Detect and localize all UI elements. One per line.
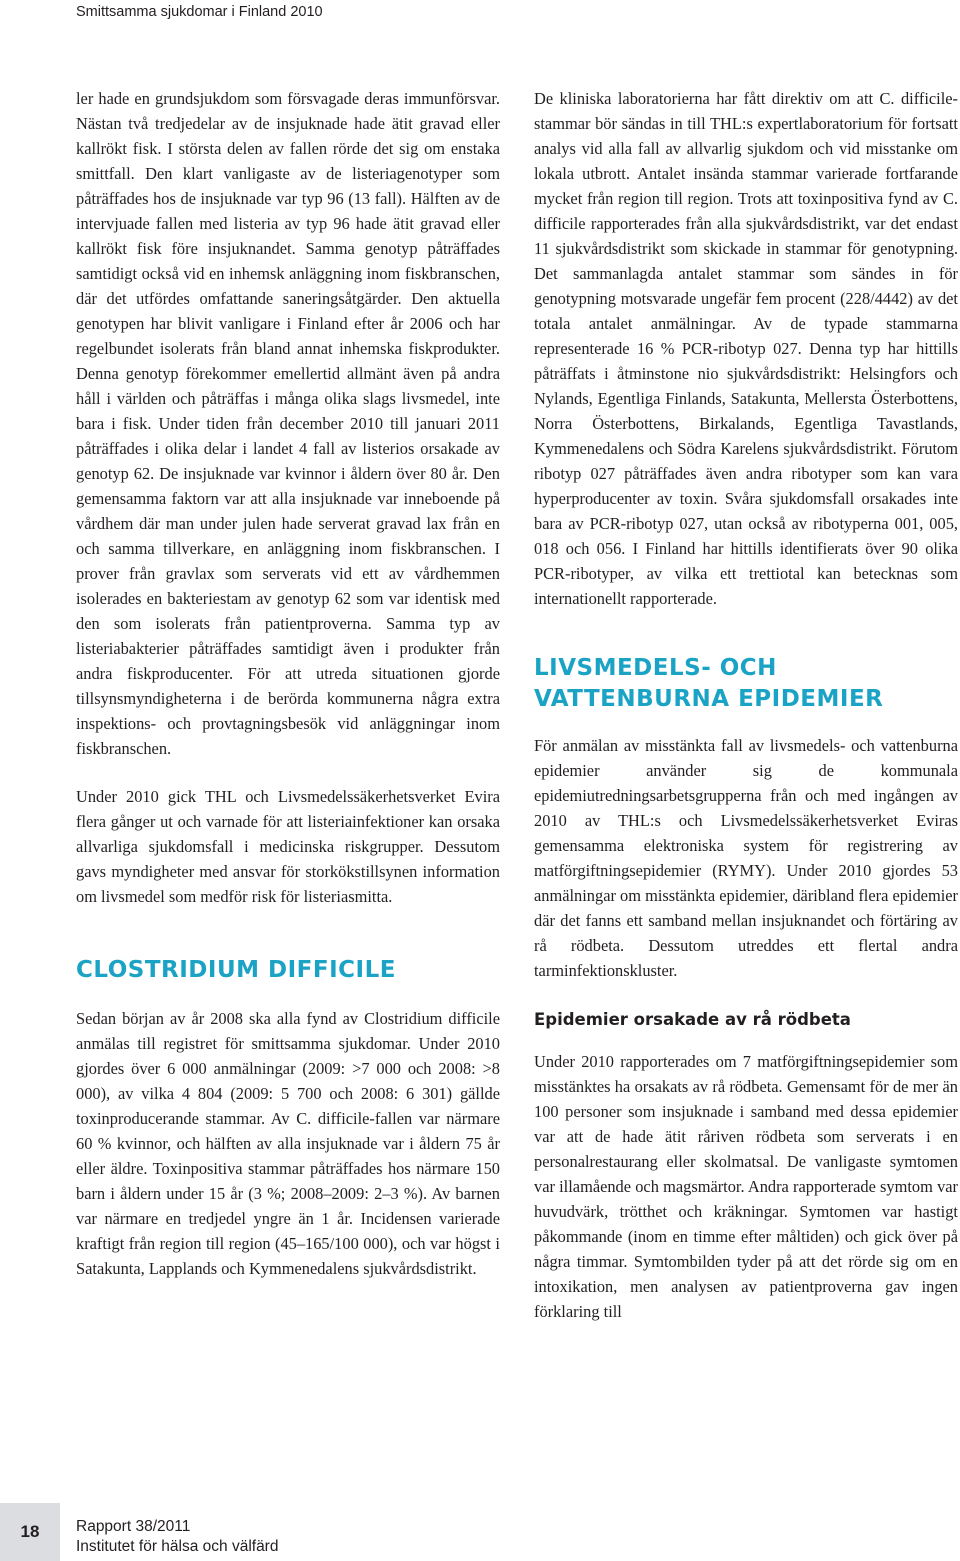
footer xyxy=(76,1517,278,1557)
section-heading-food-water-epidemics: LIVSMEDELS- OCH VATTENBURNA EPIDEMIER xyxy=(534,655,884,712)
publisher: Institutet för hälsa och välfärd xyxy=(76,1538,279,1555)
left-column xyxy=(76,86,500,1281)
listeria-paragraph: ler hade en grundsjukdom som försvagade deras immunförsvar. Nästan två tredjedelar av de insjuknade hade ätit gravad eller kallrökt fisk. I största delen av fallen rörde det sig om enstaka smittfall. Den klart vanligaste av de listeriagenotyper som påträffades hos de insjuknade var typ 96 (13 fall). Hälften av de intervjuade fallen med listeria av typ 96 hade ätit gravad eller kallrökt fisk före insjuknandet. Samma genotyp påträffades samtidigt också vid en inhemsk anläggning inom fiskbranschen, där det utfördes omfattande saneringsåtgärder. Den aktuella genotypen har blivit vanligare i Finland efter år 2006 och har regelbundet isolerats från bland annat inhemska fiskprodukter. Denna genotyp förekommer emellertid allmänt även på andra håll i världen och påträffas i många olika slags livsmedel, inte bara i fisk. Under tiden från december 2010 till januari 2011 påträffades i olika delar i landet 4 fall av listerios orsakade av genotyp 62. De insjuknade var kvinnor i åldern över 80 år. Den gemensamma faktorn var att alla insjuknade var inneboende på vårdhem där man under julen hade serverat gravad lax från en och samma tillverkare, en anläggning inom fiskbranschen. I prover från gravlax som serverats vid ett av vårdhemmen isolerades en bakteriestam av genotyp 62 som var identisk med den som isolerats från patientproverna. Samma typ av listeriabakterier påträffades samtidigt även i produkter från andra fiskproducenter. För att utreda situationen gjorde tillsynsmyndigheterna i de berörda kommunerna några extra inspektions- och provtagningsbesök vid anläggningar inom fiskbranschen. xyxy=(76,89,500,758)
page-number: 18 xyxy=(20,1522,40,1541)
beetroot-paragraph: Under 2010 rapporterades om 7 matförgiftningsepidemier som misstänktes ha orsakats av rå rödbeta. Gemensamt för de mer än 100 personer som insjuknade i samband med dessa epidemier var att de hade ätit råriven rödbeta som serverats i en personalrestaurang eller skolmatsal. De vanligaste symtomen var illamående och magsmärtor. Andra rapporterade symtom var huvudvärk, trötthet och kräkningar. Symtomen var hastigt påkommande (inom en timme efter måltiden) och gick över på några timmar. Symtombilden tyder på att det rörde sig om en intoxikation, men analysen av patientproverna gav ingen förklaring till xyxy=(534,1052,958,1321)
running-head: Smittsamma sjukdomar i Finland 2010 xyxy=(76,4,323,20)
section-heading-clostridium: CLOSTRIDIUM DIFFICILE xyxy=(76,957,396,983)
rymy-paragraph: För anmälan av misstänkta fall av livsmedels- och vattenburna epidemier använder sig de kommunala epidemiutredningsarbetsgrupperna från och med ingången av 2010 av THL:s och Livsmedelssäkerhetsverket Eviras gemensamma elektroniska system för registrering av matförgiftningsepidemier (RYMY). Under 2010 gjordes 53 anmälningar om misstänkta epidemier, däribland flera epidemier där det fanns ett samband mellan insjuknandet och förtäring av rå rödbeta. Dessutom utreddes ett flertal andra tarminfektionskluster. xyxy=(534,736,958,980)
evira-warning-paragraph: Under 2010 gick THL och Livsmedelssäkerhetsverket Evira flera gånger ut och varnade för att listeriainfektioner kan orsaka allvarliga sjukdomsfall i medicinska riskgrupper. Dessutom gavs myndigheter med ansvar för storkökstillsynen information om livsmedel som medför risk för listeriasmitta. xyxy=(76,787,500,906)
clostridium-paragraph: Sedan början av år 2008 ska alla fynd av Clostridium difficile anmälas till registret för smittsamma sjukdomar. Under 2010 gjordes över 6 000 anmälningar (2009: >7 000 och 2008: >8 000), av vilka 4 804 (2009: 5 700 och 2008: 6 301) gällde toxinproducerande stammar. Av C. difficile-fallen var närmare 60 % kvinnor, och hälften av alla insjuknade var i åldern 75 år eller äldre. Toxinpositiva stammar påträffades hos närmare 150 barn i åldern under 15 år (3 %; 2008–2009: 2–3 %). Av barnen var närmare en tredjedel yngre än 1 år. Incidensen varierade kraftigt från region till region (45–165/100 000), och var högst i Satakunta, Lapplands och Kymmenedalens sjukvårdsdistrikt. xyxy=(76,1009,500,1278)
report-number: Rapport 38/2011 xyxy=(76,1518,191,1535)
subheading-beetroot-epidemics: Epidemier orsakade av rå rödbeta xyxy=(534,1010,851,1029)
laboratory-paragraph: De kliniska laboratorierna har fått direktiv om att C. difficile-stammar bör sändas in till THL:s expertlaboratorium för fortsatt analys vid alla fall av allvarlig sjukdom och vid misstanke om lokala utbrott. Antalet insända stammar varierade fortfarande mycket från region till region. Trots att toxinpositiva fynd av C. difficile rapporterades från alla sjukvårdsdistrikt, var det endast 11 sjukvårdsdistrikt som skickade in stammar för genotypning. Det sammanlagda antalet stammar som sändes in för genotypning motsvarade ungefär fem procent (228/4442) av det totala antalet anmälningar. Av de typade stammarna representerade 16 % PCR-ribotyp 027. Denna typ har hittills påträffats i åtminstone nio sjukvårdsdistrikt: Helsingfors och Nylands, Egentliga Finlands, Satakunta, Mellersta Österbottens, Norra Österbottens, Birkalands, Egentliga Tavastlands, Kymmenedalens och Södra Karelens sjukvårdsdistrikt. Förutom ribotyp 027 påträffades även andra ribotyper som kan vara hyperproducenter av toxin. Svåra sjukdomsfall orsakades inte bara av PCR-ribotyp 027, utan också av ribotyperna 001, 005, 018 och 056. I Finland har hittills identifierats över 90 olika PCR-ribotyper, av vilka ett trettiotal kan betecknas som internationellt rapporterade. xyxy=(534,89,958,608)
right-column xyxy=(534,86,958,1324)
page-number-box xyxy=(0,1503,60,1561)
